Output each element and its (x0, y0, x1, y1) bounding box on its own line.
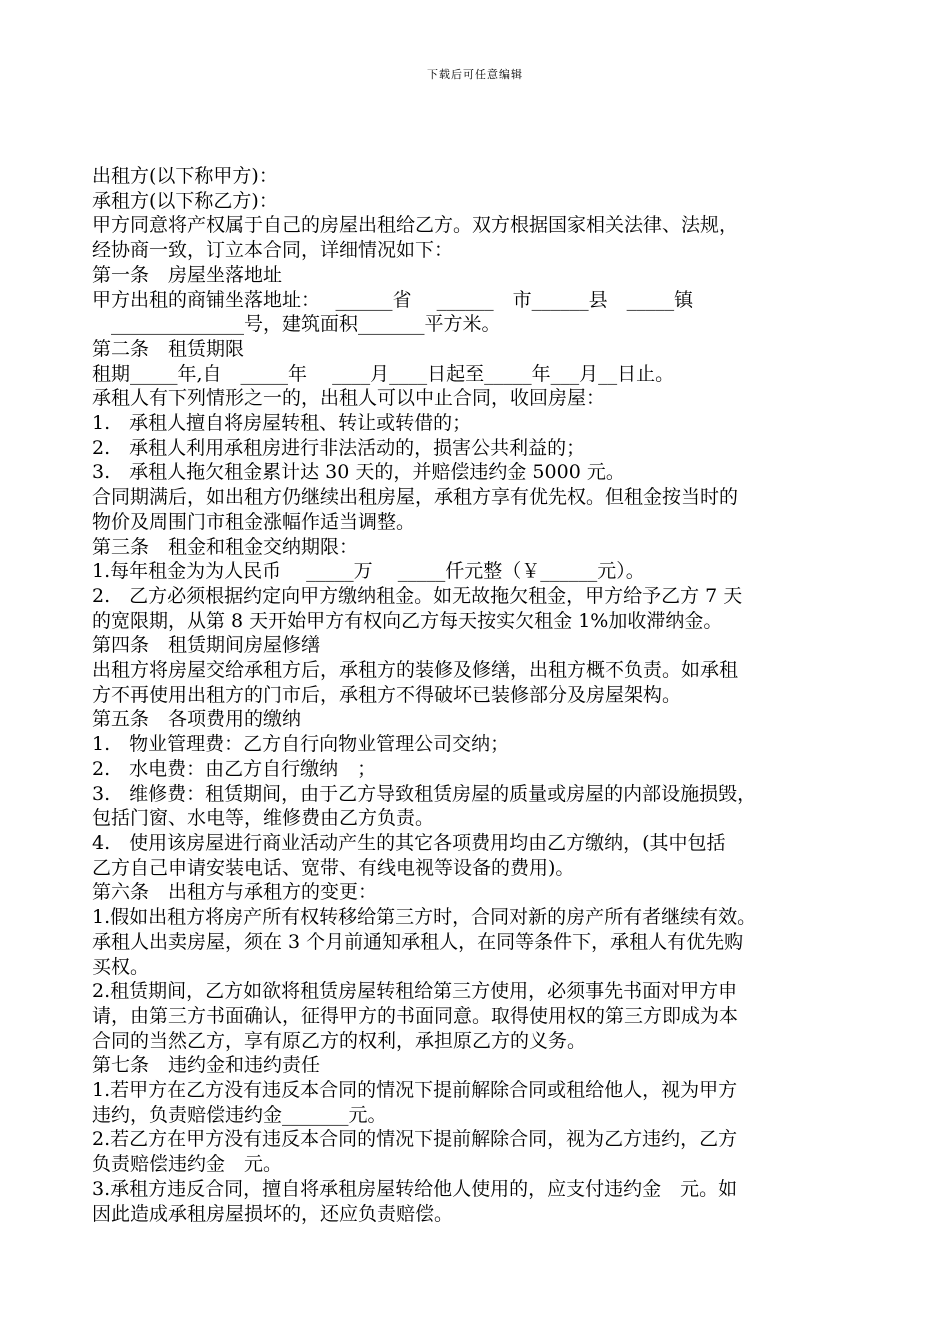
text-line: 包括门窗、水电等，维修费由乙方负责。 (92, 807, 435, 830)
text-line: 承租人有下列情形之一的，出租人可以中止合同，收回房屋： (92, 387, 606, 410)
text-line: 乙方自己申请安装电话、宽带、有线电视等设备的费用)。 (92, 856, 575, 879)
section-heading: 第五条 各项费用的缴纳 (92, 708, 302, 731)
text-line: 请，由第三方书面确认，征得甲方的书面同意。取得使用权的第三方即成为本 (92, 1004, 739, 1027)
text-line: 甲方同意将产权属于自己的房屋出租给乙方。双方根据国家相关法律、法规， (92, 214, 739, 237)
text-line: 的宽限期，从第 8 天开始甲方有权向乙方每天按实欠租金 1%加收滞纳金。 (92, 609, 723, 632)
list-item: 2. 乙方必须根据约定向甲方缴纳租金。如无故拖欠租金，甲方给予乙方 7 天 (92, 584, 743, 607)
text-line: 承租人出卖房屋，须在 3 个月前通知承租人，在同等条件下，承租人有优先购 (92, 930, 744, 953)
contract-body (92, 164, 862, 1226)
list-item: 2. 承租人利用承租房进行非法活动的，损害公共利益的； (92, 436, 586, 459)
text-line: 合同的当然乙方，享有原乙方的权利，承担原乙方的义务。 (92, 1029, 587, 1052)
list-item: 3. 维修费：租赁期间，由于乙方导致租赁房屋的质量或房屋的内部设施损毁， (92, 782, 757, 805)
text-line: 出租方(以下称甲方)： (92, 165, 278, 187)
list-item: 1.假如出租方将房产所有权转移给第三方时，合同对新的房产所有者继续有效。 (92, 906, 757, 929)
text-line: 承租方(以下称乙方)： (92, 189, 278, 212)
text-line: 甲方出租的商铺坐落地址： ______省 ______ 市______县 _____镇 (92, 288, 694, 311)
text-line: 经协商一致，订立本合同，详细情况如下： (92, 239, 454, 262)
list-item: 1. 承租人擅自将房屋转租、转让或转借的； (92, 412, 472, 435)
list-item: 3. 承租人拖欠租金累计达 30 天的，并赔偿违约金 5000 元。 (92, 461, 625, 484)
section-heading: 第一条 房屋坐落地址 (92, 263, 283, 286)
text-line: 合同期满后，如出租方仍继续出租房屋，承租方享有优先权。但租金按当时的 (92, 486, 739, 509)
text-line: ______________号，建筑面积_______平方米。 (92, 313, 501, 336)
text-line: 物价及周围门市租金涨幅作适当调整。 (92, 510, 416, 533)
list-item: 1.若甲方在乙方没有违反本合同的情况下提前解除合同或租给他人，视为甲方 (92, 1079, 738, 1102)
text-line: 买权。 (92, 955, 150, 978)
text-line: 负责赔偿违约金 元。 (92, 1153, 283, 1176)
list-item: 1.每年租金为为人民币 _____万 _____仟元整（￥______元）。 (92, 560, 645, 583)
section-heading: 第二条 租赁期限 (92, 337, 245, 360)
list-item: 4. 使用该房屋进行商业活动产生的其它各项费用均由乙方缴纳，(其中包括 (92, 831, 726, 854)
section-heading: 第四条 租赁期间房屋修缮 (92, 634, 321, 657)
text-line: 租期_____年,自 _____年 ____月____日起至_____年___月__日止。 (92, 362, 675, 385)
text-line: 方不再使用出租方的门市后，承租方不得破坏已装修部分及房屋架构。 (92, 683, 682, 706)
list-item: 2.若乙方在甲方没有违反本合同的情况下提前解除合同，视为乙方违约，乙方 (92, 1128, 738, 1151)
section-heading: 第三条 租金和租金交纳期限： (92, 535, 359, 558)
text-line: 因此造成承租房屋损坏的，还应负责赔偿。 (92, 1202, 454, 1225)
section-heading: 第六条 出租方与承租方的变更： (92, 881, 378, 904)
list-item: 2. 水电费：由乙方自行缴纳 ； (92, 757, 377, 780)
text-line: 出租方将房屋交给承租方后，承租方的装修及修缮，出租方概不负责。如承租 (92, 659, 739, 682)
list-item: 1. 物业管理费：乙方自行向物业管理公司交纳； (92, 733, 510, 756)
page-header: 下载后可任意编辑 (427, 68, 523, 81)
section-heading: 第七条 违约金和违约责任 (92, 1054, 321, 1077)
list-item: 2.租赁期间，乙方如欲将租赁房屋转租给第三方使用，必须事先书面对甲方申 (92, 980, 738, 1003)
text-line: 违约，负责赔偿违约金_______元。 (92, 1103, 387, 1126)
list-item: 3.承租方违反合同，擅自将承租房屋转给他人使用的，应支付违约金 元。如 (92, 1177, 738, 1200)
